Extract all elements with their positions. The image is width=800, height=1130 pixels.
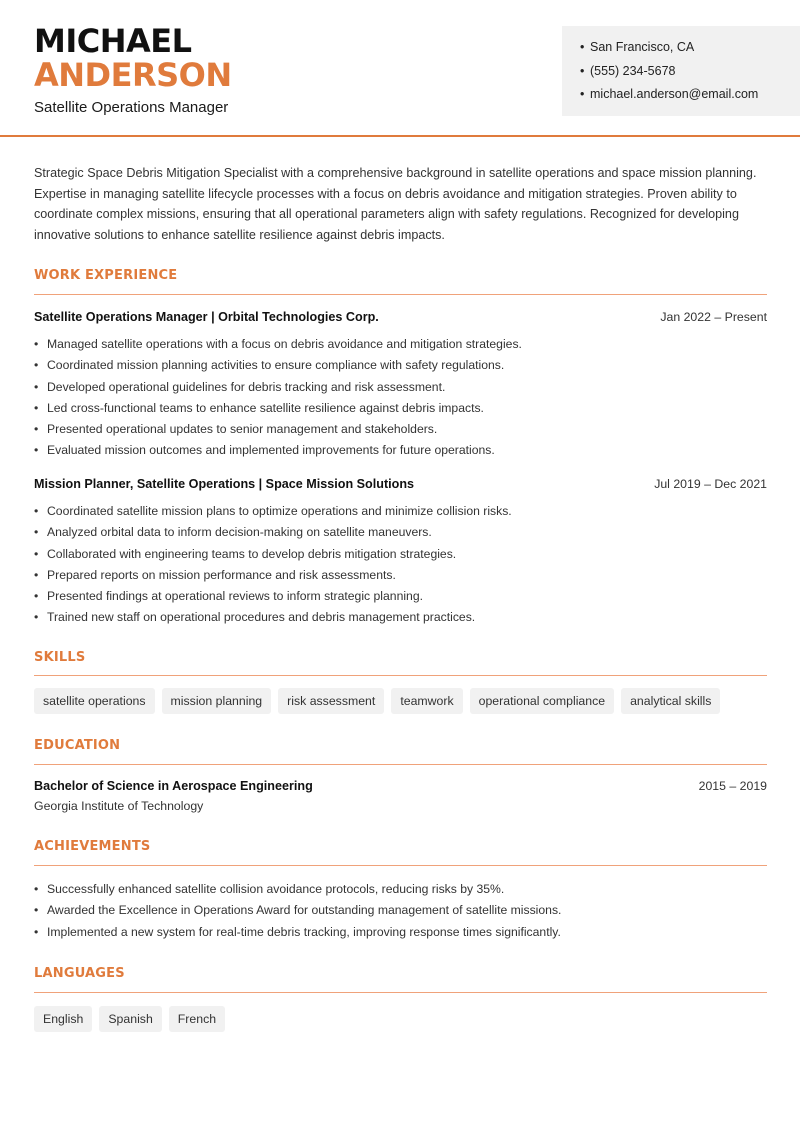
skills-list: [34, 688, 720, 714]
list-item: • Coordinated mission planning activities to ensure compliance with safety regulations.: [34, 357, 767, 378]
list-item: • Presented operational updates to senior management and stakeholders.: [34, 421, 767, 442]
job-title: Satellite Operations Manager: [34, 99, 229, 116]
job-bullets: [34, 336, 767, 464]
section-divider: [34, 764, 767, 765]
list-item: • Awarded the Excellence in Operations Award for outstanding management of satellite missions.: [34, 902, 767, 923]
job-header: [34, 477, 767, 495]
candidate-name: [34, 24, 232, 92]
section-divider: [34, 294, 767, 295]
list-item: • Prepared reports on mission performance and risk assessments.: [34, 567, 767, 588]
section-divider: [34, 675, 767, 676]
section-divider: [34, 865, 767, 866]
list-item: • Managed satellite operations with a focus on debris avoidance and mitigation strategies.: [34, 336, 767, 357]
list-item: • Collaborated with engineering teams to develop debris mitigation strategies.: [34, 546, 767, 567]
education-degree: Bachelor of Science in Aerospace Engineering: [34, 779, 313, 793]
education-dates: 2015 – 2019: [698, 779, 767, 793]
contact-location: • San Francisco, CA: [580, 39, 800, 63]
job-bullets: [34, 503, 767, 631]
list-item: • Led cross-functional teams to enhance satellite resilience against debris impacts.: [34, 400, 767, 421]
skill-tag: operational compliance: [470, 688, 614, 714]
section-title-achievements: ACHIEVEMENTS: [34, 839, 151, 854]
section-title-work: WORK EXPERIENCE: [34, 268, 178, 283]
resume-header: [0, 0, 800, 137]
section-title-languages: LANGUAGES: [34, 966, 125, 981]
contact-email[interactable]: • michael.anderson@email.com: [580, 86, 800, 110]
list-item: • Trained new staff on operational procedures and debris management practices.: [34, 609, 767, 630]
summary-paragraph: Strategic Space Debris Mitigation Specialist with a comprehensive background in satellite operations and space mission planning. Expertise in managing satellite lifecycle processes with a focus on debris avoidance and mitigation strategies. Proven ability to coordinate complex missions, ensuring that all operational parameters align with safety regulations. Recognized for developing innovative solutions to enhance satellite resilience against debris impacts.: [34, 166, 757, 243]
list-item: • Coordinated satellite mission plans to optimize operations and minimize collision risks.: [34, 503, 767, 524]
list-item: • Successfully enhanced satellite collision avoidance protocols, reducing risks by 35%.: [34, 881, 767, 902]
contact-box: [562, 26, 800, 116]
languages-list: [34, 1006, 225, 1032]
section-divider: [34, 992, 767, 993]
job-header: [34, 310, 767, 328]
section-title-education: EDUCATION: [34, 738, 121, 753]
language-tag: French: [169, 1006, 225, 1032]
skill-tag: mission planning: [162, 688, 272, 714]
list-item: • Analyzed orbital data to inform decision-making on satellite maneuvers.: [34, 524, 767, 545]
first-name: MICHAEL: [34, 22, 192, 60]
skill-tag: analytical skills: [621, 688, 720, 714]
job-dates: Jan 2022 – Present: [660, 310, 767, 324]
education-school: Georgia Institute of Technology: [34, 799, 204, 813]
job-role: Satellite Operations Manager | Orbital Technologies Corp.: [34, 310, 379, 324]
skill-tag: risk assessment: [278, 688, 384, 714]
achievements-list: [34, 881, 767, 945]
language-tag: Spanish: [99, 1006, 161, 1032]
skill-tag: teamwork: [391, 688, 462, 714]
skill-tag: satellite operations: [34, 688, 155, 714]
language-tag: English: [34, 1006, 92, 1032]
job-dates: Jul 2019 – Dec 2021: [654, 477, 767, 491]
contact-phone: • (555) 234-5678: [580, 63, 800, 87]
last-name: ANDERSON: [34, 56, 232, 94]
job-role: Mission Planner, Satellite Operations | Space Mission Solutions: [34, 477, 415, 491]
list-item: • Developed operational guidelines for debris tracking and risk assessment.: [34, 379, 767, 400]
section-title-skills: SKILLS: [34, 650, 86, 665]
list-item: • Evaluated mission outcomes and implemented improvements for future operations.: [34, 442, 767, 463]
list-item: • Implemented a new system for real-time debris tracking, improving response times significantly.: [34, 924, 767, 945]
list-item: • Presented findings at operational reviews to inform strategic planning.: [34, 588, 767, 609]
